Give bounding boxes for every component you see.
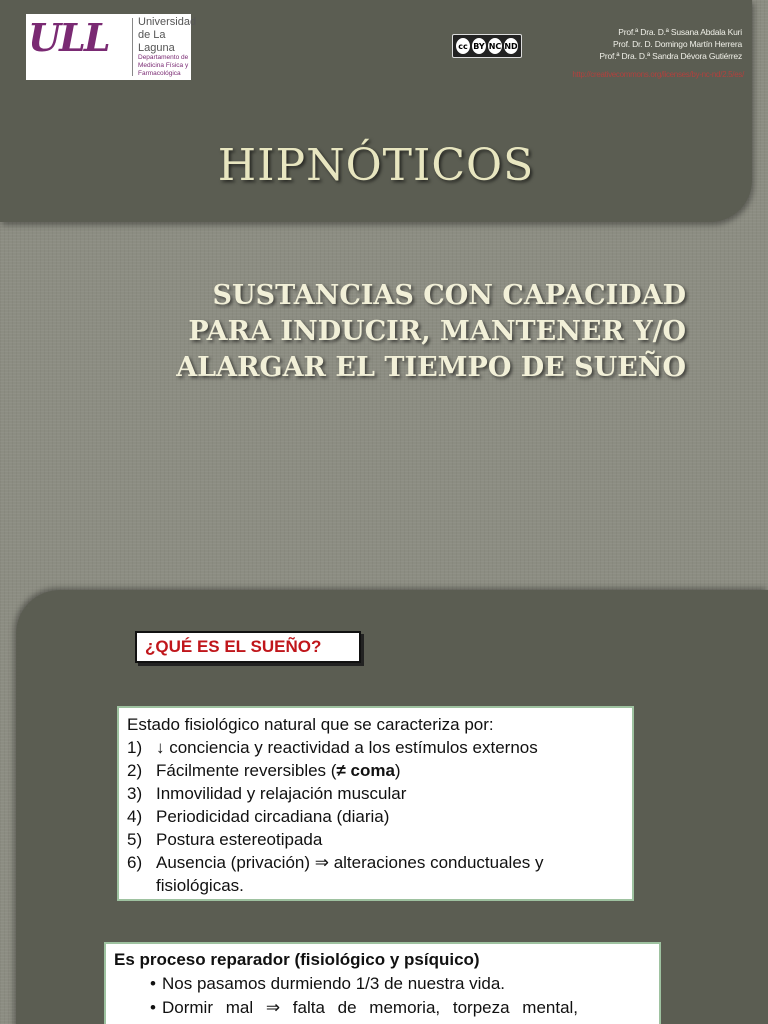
by-icon: BY [472, 38, 486, 54]
author-line: Prof.ª Dra. D.ª Sandra Dévora Gutiérrez [599, 51, 742, 61]
bullet-icon: • [150, 974, 156, 993]
item-number: 5) [127, 830, 143, 849]
item-text: Ausencia (privación) ⇒ alteraciones conductuales y fisiológicas. [156, 853, 544, 895]
nd-icon: ND [504, 38, 518, 54]
item-number: 3) [127, 784, 143, 803]
subtitle-line: PARA INDUCIR, MANTENER Y/O [188, 316, 686, 347]
slide-subtitle [110, 278, 686, 386]
list-item [127, 759, 624, 782]
author-line: Prof.ª Dra. D.ª Susana Abdala Kuri [618, 27, 742, 37]
logo-university-name: Universidad de La Laguna [138, 16, 197, 54]
logo-divider [132, 18, 133, 76]
list-item [127, 805, 624, 828]
item-number: 4) [127, 807, 143, 826]
subtitle-line: ALARGAR EL TIEMPO DE SUEÑO [176, 352, 686, 383]
list-item [127, 851, 624, 897]
question-heading: ¿QUÉ ES EL SUEÑO? [135, 631, 361, 663]
cc-icon: cc [456, 38, 470, 54]
repair-process-box [104, 942, 661, 1024]
bullet-icon: • [150, 998, 156, 1017]
list-item [127, 782, 624, 805]
item-number: 6) [127, 853, 143, 872]
definition-intro: Estado fisiológico natural que se caracteriza por: [127, 715, 494, 734]
repair-title: Es proceso reparador (fisiológico y psíquico) [114, 950, 480, 969]
item-text: Nos pasamos durmiendo 1/3 de nuestra vida. [162, 974, 506, 993]
subtitle-line: SUSTANCIAS CON CAPACIDAD [212, 280, 686, 311]
authors-list [599, 26, 742, 62]
list-item [127, 828, 624, 851]
author-line: Prof. Dr. D. Domingo Martín Herrera [612, 39, 742, 49]
definition-box [117, 706, 634, 901]
university-logo [26, 14, 197, 80]
item-text: Dormir mal ⇒ falta de memoria, torpeza mental, [162, 998, 579, 1017]
item-text: Fácilmente reversibles (≠ coma) [156, 761, 401, 780]
list-item [127, 736, 624, 759]
logo-department-name: Departamento de Medicina Física y Farmacológica [138, 54, 189, 77]
slide-title: HIPNÓTICOS [217, 140, 535, 191]
logo-mark: ULL [28, 15, 109, 60]
list-item [150, 972, 651, 996]
item-text: Inmovilidad y relajación muscular [156, 784, 407, 803]
license-link[interactable]: http://creativecommons.org/licenses/by-nc-nd/2.5/es/ [572, 70, 744, 79]
list-item [150, 996, 651, 1020]
item-text: ↓ conciencia y reactividad a los estímulos externos [156, 738, 538, 757]
item-number: 1) [127, 738, 143, 757]
definition-list [127, 736, 624, 897]
nc-icon: NC [488, 38, 502, 54]
creative-commons-badge[interactable] [452, 34, 522, 58]
item-number: 2) [127, 761, 143, 780]
item-text: Postura estereotipada [156, 830, 323, 849]
item-text: Periodicidad circadiana (diaria) [156, 807, 390, 826]
repair-list [114, 972, 651, 1020]
